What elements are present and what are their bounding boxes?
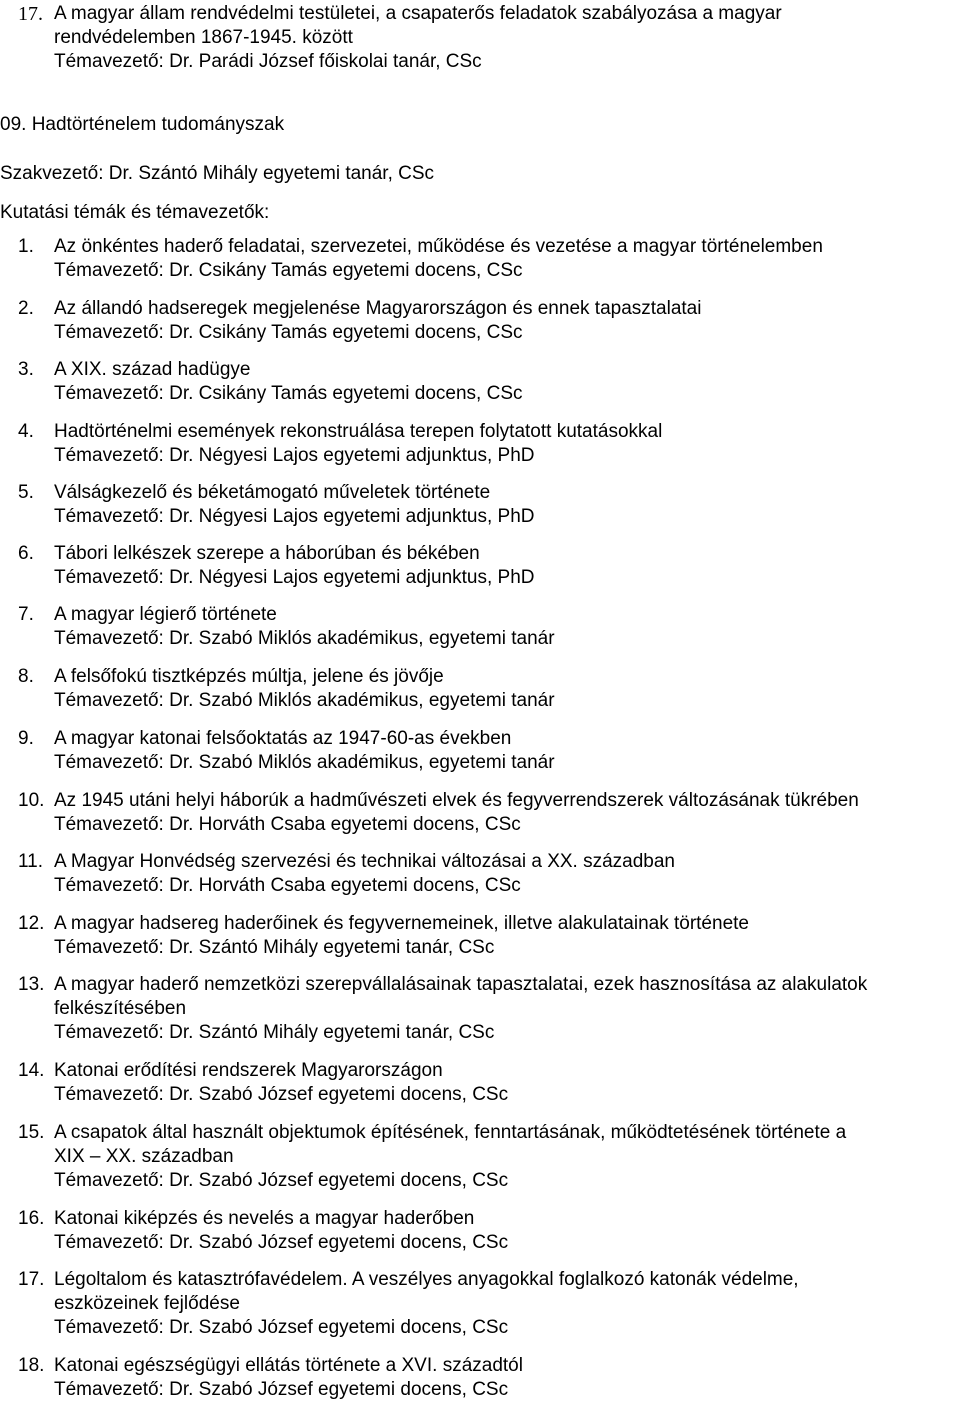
top-item-title-line2: rendvédelemben 1867-1945. között xyxy=(54,27,353,48)
item-title: Válságkezelő és béketámogató műveletek története xyxy=(54,482,491,503)
item-supervisor: Témavezető: Dr. Szabó Miklós akadémikus, egyetemi tanár xyxy=(54,690,555,711)
item-supervisor: Témavezető: Dr. Szántó Mihály egyetemi tanár, CSc xyxy=(54,1022,495,1043)
item-supervisor: Témavezető: Dr. Csikány Tamás egyetemi docens, CSc xyxy=(54,260,523,281)
item-number: 16. xyxy=(18,1208,45,1229)
item-number: 4. xyxy=(18,421,34,442)
item-supervisor: Témavezető: Dr. Szabó Miklós akadémikus, egyetemi tanár xyxy=(54,752,555,773)
list-item xyxy=(0,358,960,406)
top-item-title-line1: A magyar állam rendvédelmi testületei, a csapaterős feladatok szabályozása a magyar xyxy=(54,3,782,24)
item-number: 10. xyxy=(18,790,45,811)
list-item xyxy=(0,727,960,775)
item-supervisor: Témavezető: Dr. Szabó József egyetemi docens, CSc xyxy=(54,1232,509,1253)
item-supervisor: Témavezető: Dr. Csikány Tamás egyetemi docens, CSc xyxy=(54,383,523,404)
list-item xyxy=(0,1121,960,1193)
item-number: 2. xyxy=(18,298,34,319)
item-title: Katonai erődítési rendszerek Magyarországon xyxy=(54,1060,443,1081)
item-supervisor: Témavezető: Dr. Csikány Tamás egyetemi docens, CSc xyxy=(54,322,523,343)
item-title-line2: felkészítésében xyxy=(54,998,187,1019)
item-title-line1: A magyar haderő nemzetközi szerepvállalásainak tapasztalatai, ezek hasznosítása az alakulatok xyxy=(54,974,868,995)
topics-label: Kutatási témák és témavezetők: xyxy=(0,202,270,223)
item-number: 14. xyxy=(18,1060,45,1081)
item-supervisor: Témavezető: Dr. Szabó József egyetemi docens, CSc xyxy=(54,1170,509,1191)
list-item xyxy=(0,665,960,713)
item-title: A magyar hadsereg haderőinek és fegyvernemeinek, illetve alakulatainak története xyxy=(54,913,749,934)
item-title: Az állandó hadseregek megjelenése Magyarországon és ennek tapasztalatai xyxy=(54,298,702,319)
item-number: 6. xyxy=(18,543,34,564)
list-item xyxy=(0,1207,960,1255)
item-title: Katonai kiképzés és nevelés a magyar haderőben xyxy=(54,1208,475,1229)
item-supervisor: Témavezető: Dr. Horváth Csaba egyetemi docens, CSc xyxy=(54,814,521,835)
item-title-line1: A csapatok által használt objektumok építésének, fenntartásának, működtetésének története a xyxy=(54,1122,847,1143)
list-item xyxy=(0,973,960,1045)
section-head: Szakvezető: Dr. Szántó Mihály egyetemi tanár, CSc xyxy=(0,163,435,184)
list-item xyxy=(0,1059,960,1107)
list-item xyxy=(0,912,960,960)
item-supervisor: Témavezető: Dr. Szabó József egyetemi docens, CSc xyxy=(54,1084,509,1105)
item-title: Az 1945 utáni helyi háborúk a hadművészeti elvek és fegyverrendszerek változásának tükrében xyxy=(54,790,859,811)
list-item xyxy=(0,297,960,345)
item-supervisor: Témavezető: Dr. Négyesi Lajos egyetemi adjunktus, PhD xyxy=(54,567,535,588)
item-number: 5. xyxy=(18,482,34,503)
list-item xyxy=(0,850,960,898)
item-title: A felsőfokú tisztképzés múltja, jelene és jövője xyxy=(54,666,444,687)
item-title-line2: XIX – XX. században xyxy=(54,1146,234,1167)
list-item xyxy=(0,235,960,283)
item-title: Katonai egészségügyi ellátás története a XVI. századtól xyxy=(54,1355,523,1376)
item-supervisor: Témavezető: Dr. Szabó József egyetemi docens, CSc xyxy=(54,1317,509,1338)
item-title-line1: Légoltalom és katasztrófavédelem. A veszélyes anyagokkal foglalkozó katonák védelme, xyxy=(54,1269,799,1290)
list-item xyxy=(0,1354,960,1402)
item-title: A Magyar Honvédség szervezési és technikai változásai a XX. században xyxy=(54,851,675,872)
item-supervisor: Témavezető: Dr. Szabó József egyetemi docens, CSc xyxy=(54,1379,509,1400)
top-item-supervisor: Témavezető: Dr. Parádi József főiskolai tanár, CSc xyxy=(54,51,482,72)
section-title: 09. Hadtörténelem tudományszak xyxy=(0,114,285,135)
item-number: 7. xyxy=(18,604,34,625)
item-title: A XIX. század hadügye xyxy=(54,359,251,380)
item-number: 18. xyxy=(18,1355,45,1376)
item-number: 13. xyxy=(18,974,45,995)
item-number: 17. xyxy=(18,1269,45,1290)
list-item xyxy=(0,481,960,529)
item-number: 15. xyxy=(18,1122,45,1143)
item-number: 3. xyxy=(18,359,34,380)
item-title: A magyar légierő története xyxy=(54,604,277,625)
item-supervisor: Témavezető: Dr. Négyesi Lajos egyetemi adjunktus, PhD xyxy=(54,506,535,527)
list-item xyxy=(0,603,960,651)
item-title-line2: eszközeinek fejlődése xyxy=(54,1293,240,1314)
item-supervisor: Témavezető: Dr. Horváth Csaba egyetemi docens, CSc xyxy=(54,875,521,896)
item-supervisor: Témavezető: Dr. Szabó Miklós akadémikus, egyetemi tanár xyxy=(54,628,555,649)
list-item xyxy=(0,789,960,837)
item-title: Az önkéntes haderő feladatai, szervezetei, működése és vezetése a magyar történelemben xyxy=(54,236,823,257)
list-item xyxy=(0,542,960,590)
top-list-item xyxy=(18,2,948,74)
top-item-number: 17. xyxy=(18,3,43,25)
list-item xyxy=(0,420,960,468)
item-title: Tábori lelkészek szerepe a háborúban és békében xyxy=(54,543,480,564)
list-item xyxy=(0,1268,960,1340)
item-number: 9. xyxy=(18,728,34,749)
item-supervisor: Témavezető: Dr. Szántó Mihály egyetemi tanár, CSc xyxy=(54,937,495,958)
item-title: Hadtörténelmi események rekonstruálása terepen folytatott kutatásokkal xyxy=(54,421,663,442)
item-number: 8. xyxy=(18,666,34,687)
item-number: 11. xyxy=(18,851,44,872)
item-number: 12. xyxy=(18,913,45,934)
item-title: A magyar katonai felsőoktatás az 1947-60-as években xyxy=(54,728,512,749)
item-number: 1. xyxy=(18,236,34,257)
item-supervisor: Témavezető: Dr. Négyesi Lajos egyetemi adjunktus, PhD xyxy=(54,445,535,466)
